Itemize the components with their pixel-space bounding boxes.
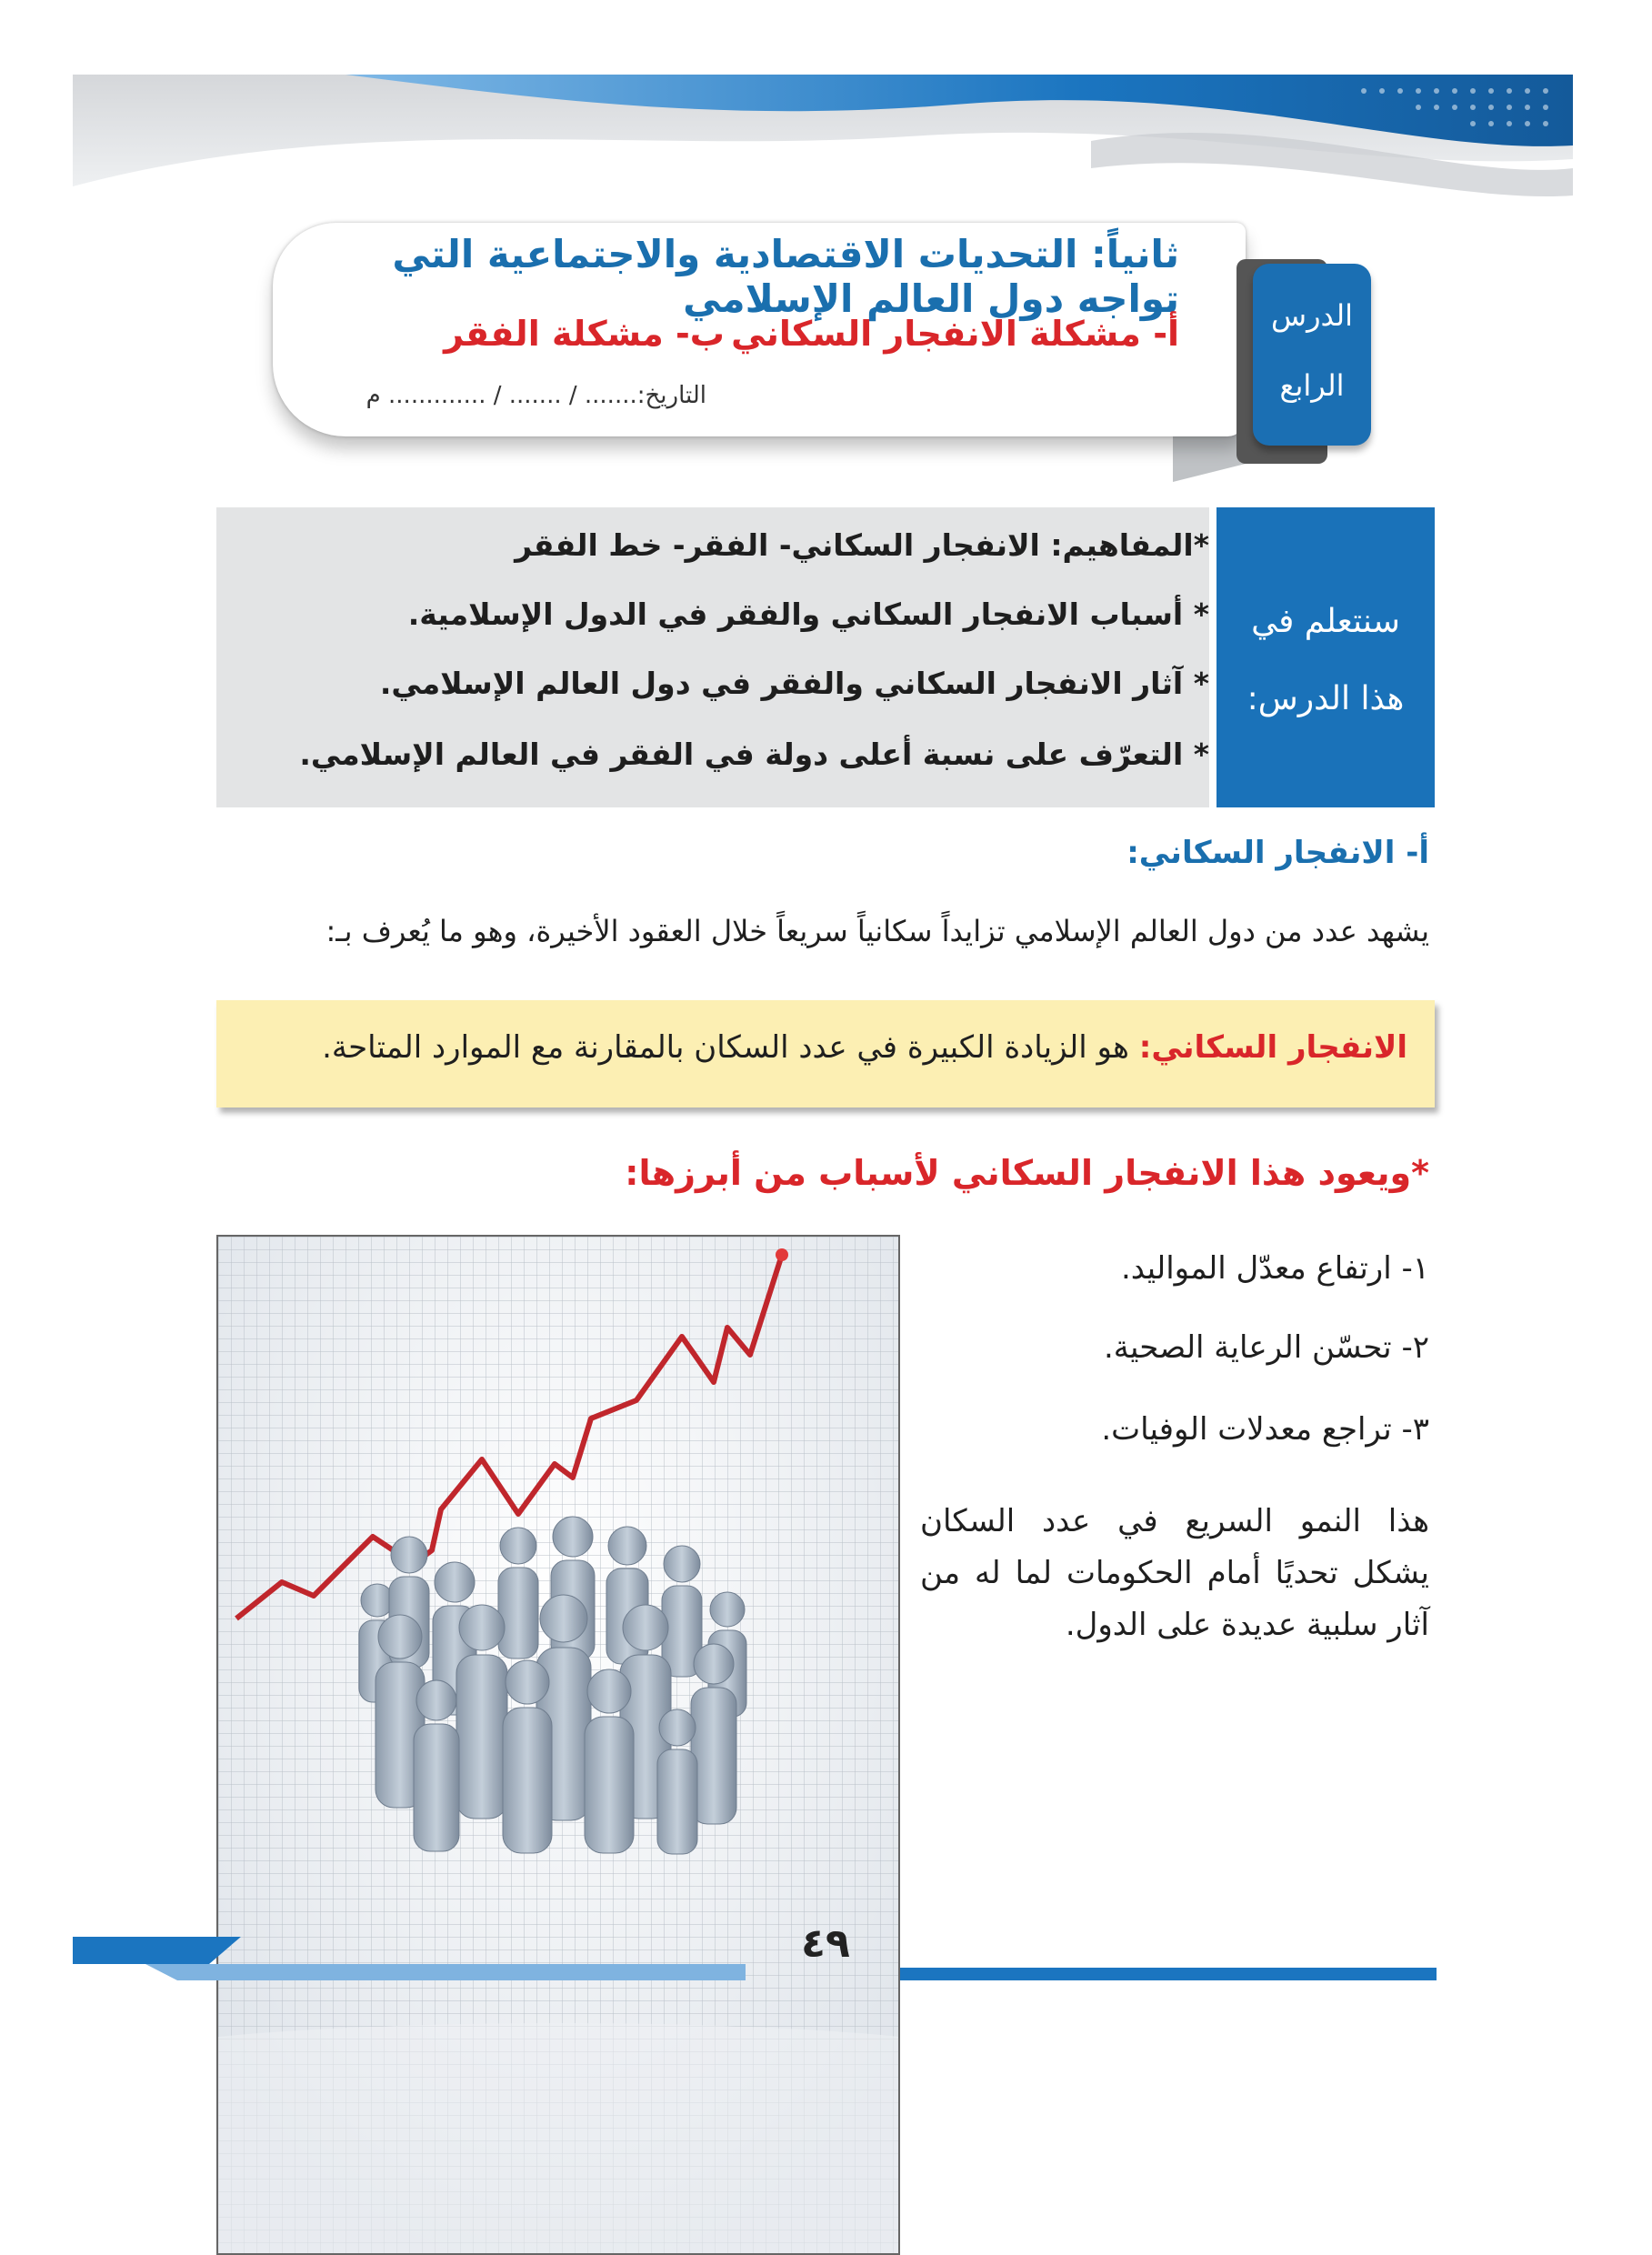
section-heading: أ- الانفجار السكاني: (1126, 835, 1429, 871)
objectives-side-label (1216, 507, 1435, 807)
subtopic-population-explosion: أ- مشكلة الانفجار السكاني (731, 314, 1179, 354)
definition-box (216, 1000, 1435, 1107)
date-line: التاريخ:....... / ....... / ............. م (365, 382, 706, 409)
objective-item: * آثار الانفجار السكاني والفقر في دول العالم الإسلامي. (379, 666, 1209, 701)
objectives-side-line: سنتعلم في (1251, 603, 1400, 640)
growth-paragraph: هذا النمو السريع في عدد السكان يشكل تحديًا أمام الحكومات لما له من آثار سلبية عديدة على الدول. (920, 1503, 1429, 1643)
lesson-title: ثانياً: التحديات الاقتصادية والاجتماعية التي تواجه دول العالم الإسلامي (392, 232, 1179, 321)
cause-item: ٢- تحسّن الرعاية الصحية. (1103, 1329, 1429, 1366)
definition-body: هو الزيادة الكبيرة في عدد السكان بالمقارنة مع الموارد المتاحة. (322, 1029, 1139, 1066)
objectives-list (216, 507, 1209, 807)
objective-item: *المفاهيم: الانفجار السكاني- الفقر- خط الفقر (515, 527, 1209, 563)
causes-heading: *ويعود هذا الانفجار السكاني لأسباب من أبرزها: (625, 1153, 1429, 1193)
illustration-frame (216, 1235, 900, 2255)
objective-item: * أسباب الانفجار السكاني والفقر في الدول الإسلامية. (407, 596, 1209, 632)
lesson-tab-label: الدرس (1271, 298, 1353, 333)
objectives-side-line: هذا الدرس: (1247, 680, 1405, 717)
intro-paragraph: يشهد عدد من دول العالم الإسلامي تزايداً سكانياً سريعاً خلال العقود الأخيرة، وهو ما يُعرف بـ: (325, 914, 1429, 948)
lesson-tab-number: الرابع (1279, 368, 1345, 403)
definition-text (322, 1029, 1407, 1066)
definition-term: الانفجار السكاني: (1138, 1029, 1407, 1066)
objective-item: * التعرّف على نسبة أعلى دولة في الفقر في العالم الإسلامي. (299, 737, 1209, 772)
cause-item: ١- ارتفاع معدّل المواليد. (1120, 1250, 1429, 1287)
lesson-tab (1253, 264, 1371, 446)
top-decorative-banner (0, 0, 1652, 209)
page-number: ٤٩ (801, 1920, 850, 1967)
subtopic-poverty: ب- مشكلة الفقر (444, 314, 725, 354)
cause-item: ٣- تراجع معدلات الوفيات. (1101, 1411, 1429, 1448)
